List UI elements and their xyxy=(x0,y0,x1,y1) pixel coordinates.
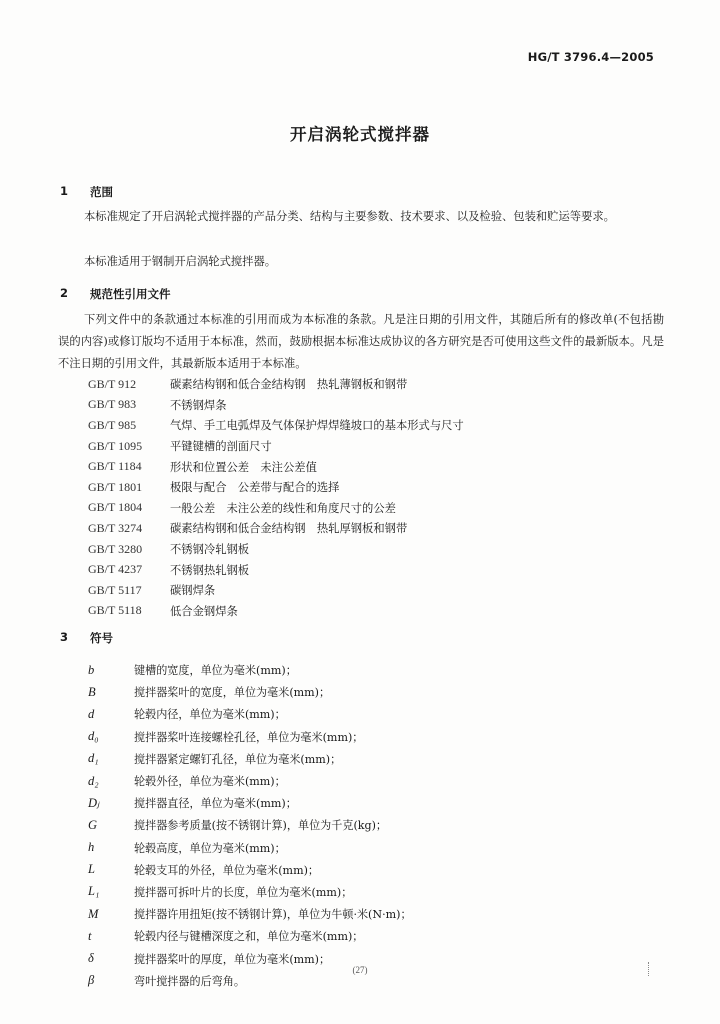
symbol: L₁ xyxy=(88,884,100,899)
reference-title: 一般公差 未注公差的线性和角度尺寸的公差 xyxy=(170,501,396,515)
reference-list xyxy=(88,374,464,621)
symbol-item xyxy=(88,792,412,814)
symbol-item xyxy=(88,681,412,703)
reference-item xyxy=(88,559,464,580)
symbol-item xyxy=(88,748,412,770)
reference-title: 碳素结构钢和低合金结构钢 热轧厚钢板和钢带 xyxy=(170,522,408,536)
symbol: Dⱼ xyxy=(88,796,100,811)
symbol-item xyxy=(88,770,412,792)
section-1-heading xyxy=(60,184,113,200)
reference-item xyxy=(88,601,464,622)
symbol-item xyxy=(88,659,412,681)
symbol: h xyxy=(88,840,95,855)
symbol-item xyxy=(88,837,412,859)
reference-code: GB/T 5118 xyxy=(88,603,142,618)
reference-title: 不锈钢热轧钢板 xyxy=(170,563,250,577)
symbol-item xyxy=(88,859,412,881)
reference-code: GB/T 1801 xyxy=(88,479,143,494)
symbol-description: 搅拌器直径，单位为毫米(mm)； xyxy=(134,797,297,811)
reference-item xyxy=(88,374,464,395)
symbol: d₂ xyxy=(88,773,99,788)
section-3-heading xyxy=(60,630,113,646)
reference-title: 碳素结构钢和低合金结构钢 热轧薄钢板和钢带 xyxy=(170,378,408,392)
symbol-description: 轮毂内径，单位为毫米(mm)； xyxy=(134,708,286,722)
symbol: B xyxy=(88,684,96,699)
symbol-list xyxy=(88,659,412,992)
reference-title: 不锈钢冷轧钢板 xyxy=(170,543,250,557)
section-2-paragraph: 下列文件中的条款通过本标准的引用而成为本标准的条款。凡是注日期的引用文件，其随后所有的修改单(不包括勘误的内容)或修订版均不适用于本标准，然而，鼓励根据本标准达成协议的各方研究是否可使用这些文件的最新版本。凡是不注日期的引用文件，其最新版本适用于本标准。 xyxy=(58,313,664,370)
symbol-description: 搅拌器可拆叶片的长度，单位为毫米(mm)； xyxy=(134,885,353,899)
page-number: (27) xyxy=(352,965,368,975)
section-1-paragraph-2: 本标准适用于钢制开启涡轮式搅拌器。 xyxy=(84,255,277,268)
symbol: t xyxy=(88,928,92,943)
symbol: M xyxy=(88,906,99,921)
reference-code: GB/T 1804 xyxy=(88,500,143,515)
reference-item xyxy=(88,436,464,457)
reference-title: 低合金钢焊条 xyxy=(170,604,238,618)
reference-item xyxy=(88,477,464,498)
symbol-description: 搅拌器许用扭矩(按不锈钢计算)，单位为牛顿·米(N·m)； xyxy=(134,908,412,922)
symbol-description: 搅拌器桨叶的宽度，单位为毫米(mm)； xyxy=(134,686,331,700)
symbol: β xyxy=(88,973,95,988)
symbol-description: 搅拌器桨叶连接螺栓孔径，单位为毫米(mm)； xyxy=(134,730,364,744)
symbol-item xyxy=(88,881,412,903)
reference-code: GB/T 985 xyxy=(88,417,137,432)
reference-code: GB/T 5117 xyxy=(88,582,142,597)
symbol-item xyxy=(88,903,412,925)
symbol-item xyxy=(88,814,412,836)
standard-code: HG/T 3796.4—2005 xyxy=(527,50,654,64)
reference-item xyxy=(88,456,464,477)
reference-item xyxy=(88,539,464,560)
reference-code: GB/T 912 xyxy=(88,376,137,391)
symbol: L xyxy=(88,862,95,877)
reference-code: GB/T 983 xyxy=(88,397,137,412)
reference-title: 平键键槽的剖面尺寸 xyxy=(170,440,272,454)
reference-code: GB/T 1095 xyxy=(88,438,143,453)
reference-item xyxy=(88,518,464,539)
symbol-description: 轮毂内径与键槽深度之和，单位为毫米(mm)； xyxy=(134,930,364,944)
symbol-description: 轮毂外径，单位为毫米(mm)； xyxy=(134,775,286,789)
reference-code: GB/T 4237 xyxy=(88,562,143,577)
symbol: d₁ xyxy=(88,751,99,766)
scan-edge-mark xyxy=(648,962,651,976)
document-title: 开启涡轮式搅拌器 xyxy=(290,125,430,144)
reference-code: GB/T 3274 xyxy=(88,520,143,535)
symbol: G xyxy=(88,817,98,832)
symbol: d xyxy=(88,706,95,721)
symbol-description: 搅拌器参考质量(按不锈钢计算)，单位为千克(kg)； xyxy=(134,819,388,833)
section-1-paragraph-1: 本标准规定了开启涡轮式搅拌器的产品分类、结构与主要参数、技术要求、以及检验、包装和贮运等要求。 xyxy=(84,210,615,223)
section-2-heading xyxy=(60,286,171,302)
reference-title: 气焊、手工电弧焊及气体保护焊焊缝坡口的基本形式与尺寸 xyxy=(170,419,464,433)
symbol: b xyxy=(88,662,95,677)
symbol-item xyxy=(88,726,412,748)
reference-title: 碳钢焊条 xyxy=(170,584,216,598)
reference-title: 不锈钢焊条 xyxy=(170,398,227,412)
section-title: 范围 xyxy=(90,185,114,199)
symbol-description: 键槽的宽度，单位为毫米(mm)； xyxy=(134,664,297,678)
reference-code: GB/T 3280 xyxy=(88,541,143,556)
symbol: d₀ xyxy=(88,729,99,744)
section-title: 符号 xyxy=(90,631,114,645)
symbol: δ xyxy=(88,951,94,966)
symbol-description: 搅拌器紧定螺钉孔径，单位为毫米(mm)； xyxy=(134,752,342,766)
reference-item xyxy=(88,498,464,519)
section-number: 3 xyxy=(60,630,69,644)
symbol-description: 弯叶搅拌器的后弯角。 xyxy=(134,974,245,988)
reference-title: 形状和位置公差 未注公差值 xyxy=(170,460,317,474)
reference-item xyxy=(88,395,464,416)
reference-item xyxy=(88,415,464,436)
symbol-item xyxy=(88,703,412,725)
symbol-description: 轮毂高度，单位为毫米(mm)； xyxy=(134,841,286,855)
reference-item xyxy=(88,580,464,601)
section-number: 2 xyxy=(60,286,69,300)
symbol-description: 搅拌器桨叶的厚度，单位为毫米(mm)； xyxy=(134,952,331,966)
reference-title: 极限与配合 公差带与配合的选择 xyxy=(170,481,340,495)
section-title: 规范性引用文件 xyxy=(90,287,171,301)
symbol-item xyxy=(88,925,412,947)
symbol-description: 轮毂支耳的外径，单位为毫米(mm)； xyxy=(134,863,320,877)
section-number: 1 xyxy=(60,184,69,198)
reference-code: GB/T 1184 xyxy=(88,459,142,474)
